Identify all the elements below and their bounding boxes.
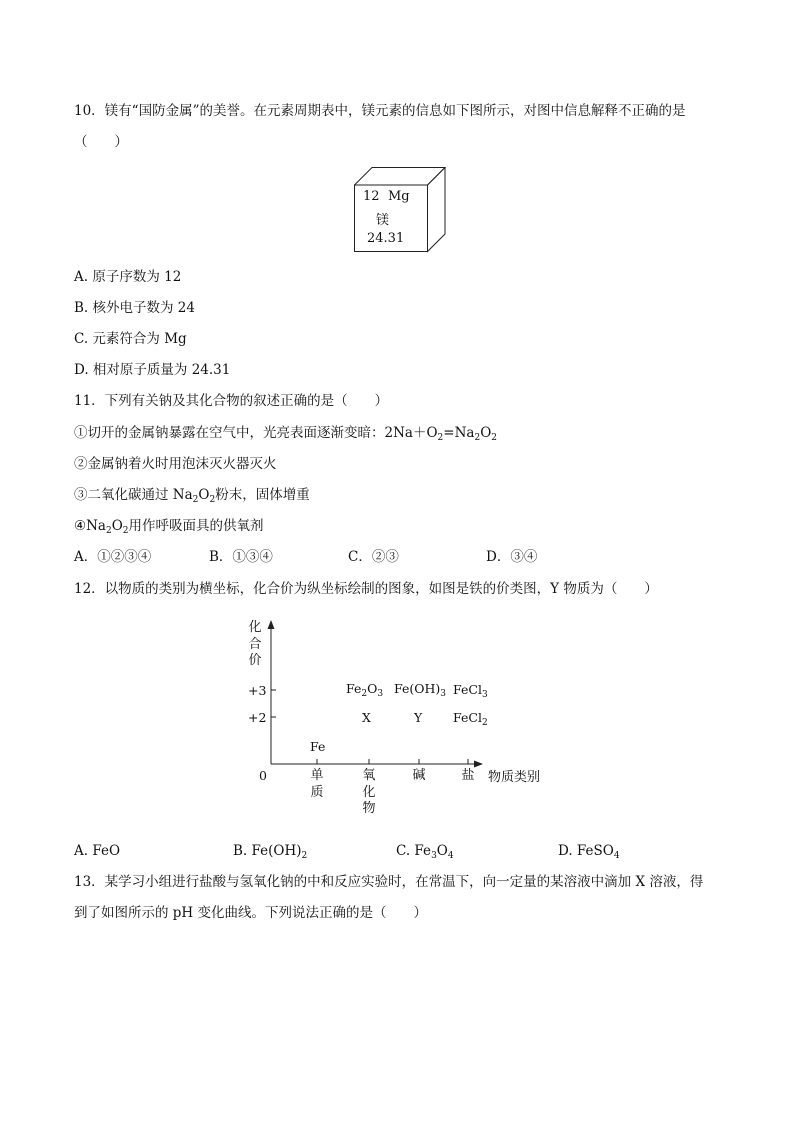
point-fecl2: FeCl$_2$ <box>453 710 488 728</box>
q10-paren: （ ） <box>74 134 128 150</box>
q10-option-a: A. 原子序数为 12 <box>74 269 182 285</box>
y-tick-label-plus2: +2 <box>248 710 267 725</box>
x-category-base: 碱 <box>412 768 426 783</box>
q11-statement-4: $④Na_2O_2$用作呼吸面具的供氧剂 <box>74 518 264 536</box>
x-category-oxide: 氧 化 物 <box>362 768 376 816</box>
point-fe: Fe <box>310 739 326 754</box>
q12-option-d: D. FeSO$_4$ <box>558 843 620 861</box>
q12-stem: 12．以物质的类别为横坐标，化合价为纵坐标绘制的图象，如图是铁的价类图，Y 物质为（ ） <box>74 581 658 597</box>
point-y: Y <box>414 710 423 725</box>
q10-option-c: C. 元素符合为 Mg <box>74 331 187 347</box>
point-fe2o3: $Fe_2O_3$ <box>346 681 384 699</box>
q11-statement-2: ②金属钠着火时用泡沫灭火器灭火 <box>74 456 277 472</box>
q12-option-c: C. $Fe_3O_4$ <box>396 843 454 861</box>
q10-stem: 10．镁有“国防金属”的美誉。在元素周期表中，镁元素的信息如下图所示，对图中信息解释不正确的是 <box>74 103 686 119</box>
q11-statement-1: ①切开的金属钠暴露在空气中，光亮表面逐渐变暗：$2Na+O_2=Na_2O_2$ <box>74 425 497 443</box>
atomic-mass: 24.31 <box>367 231 405 246</box>
q13-stem-line2: 到了如图所示的 pH 变化曲线。下列说法正确的是（ ） <box>74 905 427 921</box>
q10-option-d: D. 相对原子质量为 24.31 <box>74 362 231 378</box>
x-category-elemental: 单 质 <box>310 768 324 800</box>
q11-option-b: B．①③④ <box>209 549 273 565</box>
q10-option-b: B. 核外电子数为 24 <box>74 300 195 316</box>
q11-option-d: D．③④ <box>486 549 538 565</box>
atomic-number: 12 <box>363 189 380 204</box>
element-symbol: Mg <box>388 189 410 204</box>
point-feoh3: $Fe(OH)_3$ <box>394 681 447 699</box>
y-tick-label-plus3: +3 <box>248 683 267 698</box>
point-fecl3: FeCl$_3$ <box>453 682 488 700</box>
element-name: 镁 <box>376 213 390 228</box>
point-x: X <box>362 710 371 725</box>
q11-option-a: A．①②③④ <box>74 549 152 565</box>
q11-statement-3: ③二氧化碳通过 $Na_2O_2$粉末，固体增重 <box>74 487 310 505</box>
x-axis-label: 物质类别 <box>488 770 541 785</box>
x-category-salt: 盐 <box>461 768 475 783</box>
y-axis-label: 化 合 价 <box>248 620 262 668</box>
q13-stem-line1: 13．某学习小组进行盐酸与氢氧化钠的中和反应实验时，在常温下，向一定量的某溶液中滴加 X 溶液，得 <box>74 874 704 890</box>
q12-option-a: A. FeO <box>74 843 121 859</box>
q12-option-b: B. $Fe(OH)_2$ <box>233 843 308 861</box>
iron-valence-category-chart <box>230 618 560 828</box>
magnesium-element-cell <box>354 167 446 257</box>
chart-axes <box>230 618 560 828</box>
q11-stem: 11．下列有关钠及其化合物的叙述正确的是（ ） <box>74 393 389 409</box>
origin-label: 0 <box>259 768 267 783</box>
q11-option-c: C．②③ <box>348 549 399 565</box>
